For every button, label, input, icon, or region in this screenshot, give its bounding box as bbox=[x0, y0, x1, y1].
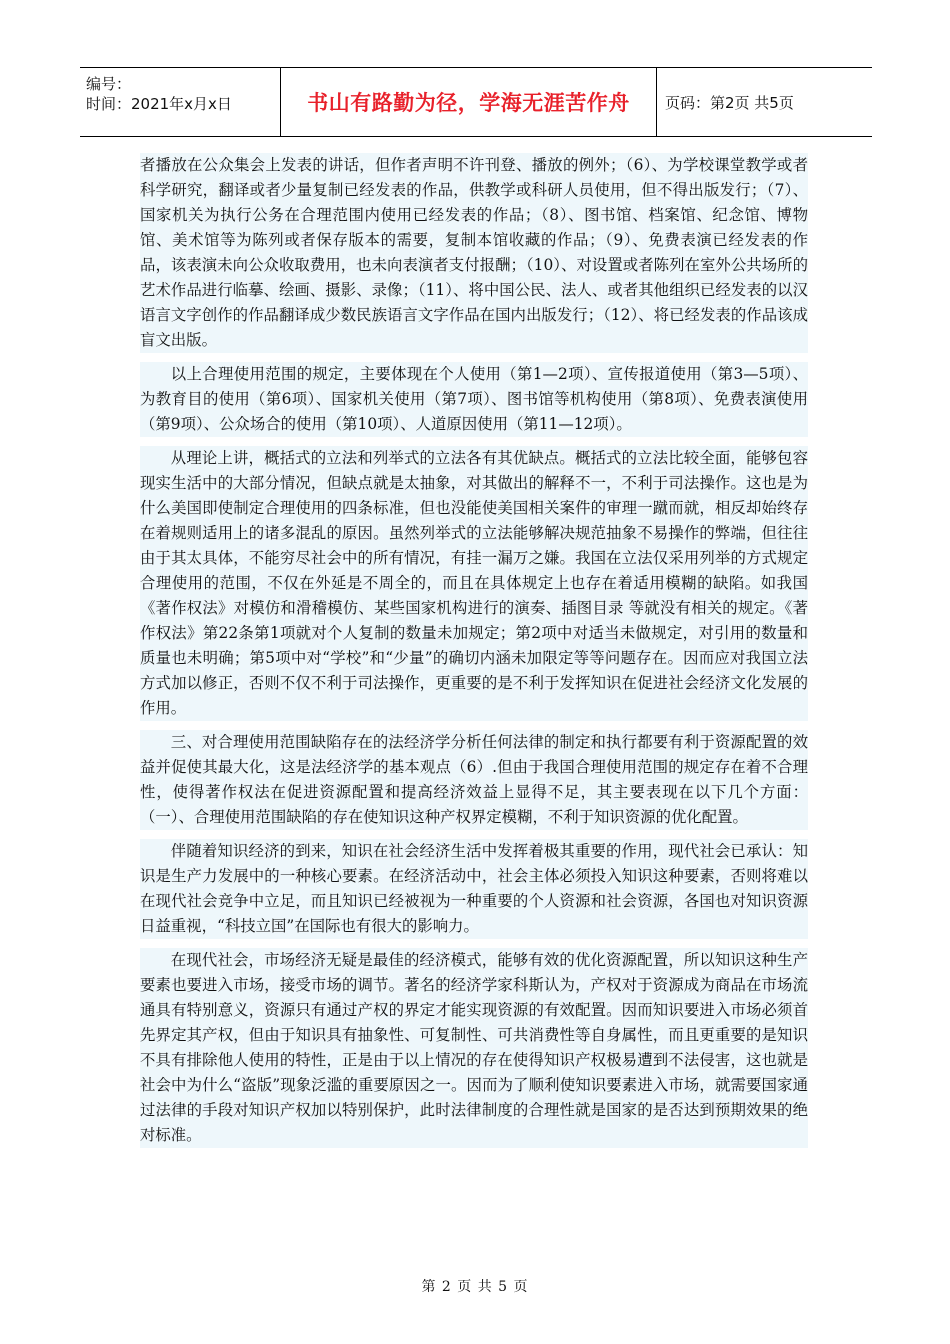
paragraph: 以上合理使用范围的规定，主要体现在个人使用（第1—2项）、宣传报道使用（第3—5项）、为教育目的使用（第6项）、国家机关使用（第7项）、图书馆等机构使用（第8项）、免费表演使用（第9项）、公众场合的使用（第10项）、人道原因使用（第11—12项）。 bbox=[140, 362, 808, 437]
page-header bbox=[80, 67, 872, 137]
document-body bbox=[140, 153, 808, 1157]
paragraph: 者播放在公众集会上发表的讲话，但作者声明不许刊登、播放的例外；（6）、为学校课堂教学或者科学研究，翻译或者少量复制已经发表的作品，供教学或科研人员使用，但不得出版发行；（7）、国家机关为执行公务在合理范围内使用已经发表的作品；（8）、图书馆、档案馆、纪念馆、博物馆、美术馆等为陈列或者保存版本的需要，复制本馆收藏的作品；（9）、免费表演已经发表的作品，该表演未向公众收取费用，也未向表演者支付报酬；（10）、对设置或者陈列在室外公共场所的艺术作品进行临摹、绘画、摄影、录像；（11）、将中国公民、法人、或者其他组织已经发表的以汉语言文字创作的作品翻译成少数民族语言文字作品在国内出版发行；（12）、将已经发表的作品该成盲文出版。 bbox=[140, 153, 808, 353]
paragraph: 从理论上讲，概括式的立法和列举式的立法各有其优缺点。概括式的立法比较全面，能够包容现实生活中的大部分情况，但缺点就是太抽象，对其做出的解释不一，不利于司法操作。这也是为什么美国即使制定合理使用的四条标准，但也没能使美国相关案件的审理一蹴而就，相反却始终存在着规则适用上的诸多混乱的原因。虽然列举式的立法能够解决规范抽象不易操作的弊端，但往往由于其太具体，不能穷尽社会中的所有情况，有挂一漏万之嫌。我国在立法仅采用列举的方式规定合理使用的范围，不仅在外延是不周全的，而且在具体规定上也存在着适用模糊的缺陷。如我国《著作权法》对模仿和滑稽模仿、某些国家机构进行的演奏、插图目录 等就没有相关的规定。《著作权法》第22条第1项就对个人复制的数量未加规定；第2项中对适当未做规定，对引用的数量和质量也未明确；第5项中对“学校”和“少量”的确切内涵未加限定等等问题存在。因而应对我国立法方式加以修正，否则不仅不利于司法操作，更重要的是不利于发挥知识在促进社会经济文化发展的作用。 bbox=[140, 446, 808, 721]
document-date-label: 时间：2021年x月x日 bbox=[86, 95, 232, 113]
header-page-number: 页码：第2页 共5页 bbox=[665, 93, 794, 112]
header-meta bbox=[80, 68, 281, 136]
document-number-label: 编号： bbox=[86, 75, 132, 93]
paragraph: 在现代社会，市场经济无疑是最佳的经济模式，能够有效的优化资源配置，所以知识这种生产要素也要进入市场，接受市场的调节。著名的经济学家科斯认为，产权对于资源成为商品在市场流通具有特别意义，资源只有通过产权的界定才能实现资源的有效配置。因而知识要进入市场必须首先界定其产权，但由于知识具有抽象性、可复制性、可共消费性等自身属性，而且更重要的是知识不具有排除他人使用的特性，正是由于以上情况的存在使得知识产权极易遭到不法侵害，这也就是社会中为什么“盗版”现象泛滥的重要原因之一。因而为了顺利使知识要素进入市场，就需要国家通过法律的手段对知识产权加以特别保护，此时法律制度的合理性就是国家的是否达到预期效果的绝对标准。 bbox=[140, 948, 808, 1148]
page-footer: 第 2 页 共 5 页 bbox=[421, 1279, 529, 1295]
header-motto: 书山有路勤为径，学海无涯苦作舟 bbox=[281, 68, 657, 136]
paragraph: 伴随着知识经济的到来，知识在社会经济生活中发挥着极其重要的作用，现代社会已承认：知识是生产力发展中的一种核心要素。在经济活动中，社会主体必须投入知识这种要素，否则将难以在现代社会竞争中立足，而且知识已经被视为一种重要的个人资源和社会资源，各国也对知识资源日益重视，“科技立国”在国际也有很大的影响力。 bbox=[140, 839, 808, 939]
paragraph: 三、对合理使用范围缺陷存在的法经济学分析任何法律的制定和执行都要有利于资源配置的效益并促使其最大化，这是法经济学的基本观点（6）.但由于我国合理使用范围的规定存在着不合理性，使得著作权法在促进资源配置和提高经济效益上显得不足，其主要表现在以下几个方面：（一）、合理使用范围缺陷的存在使知识这种产权界定模糊，不利于知识资源的优化配置。 bbox=[140, 730, 808, 830]
